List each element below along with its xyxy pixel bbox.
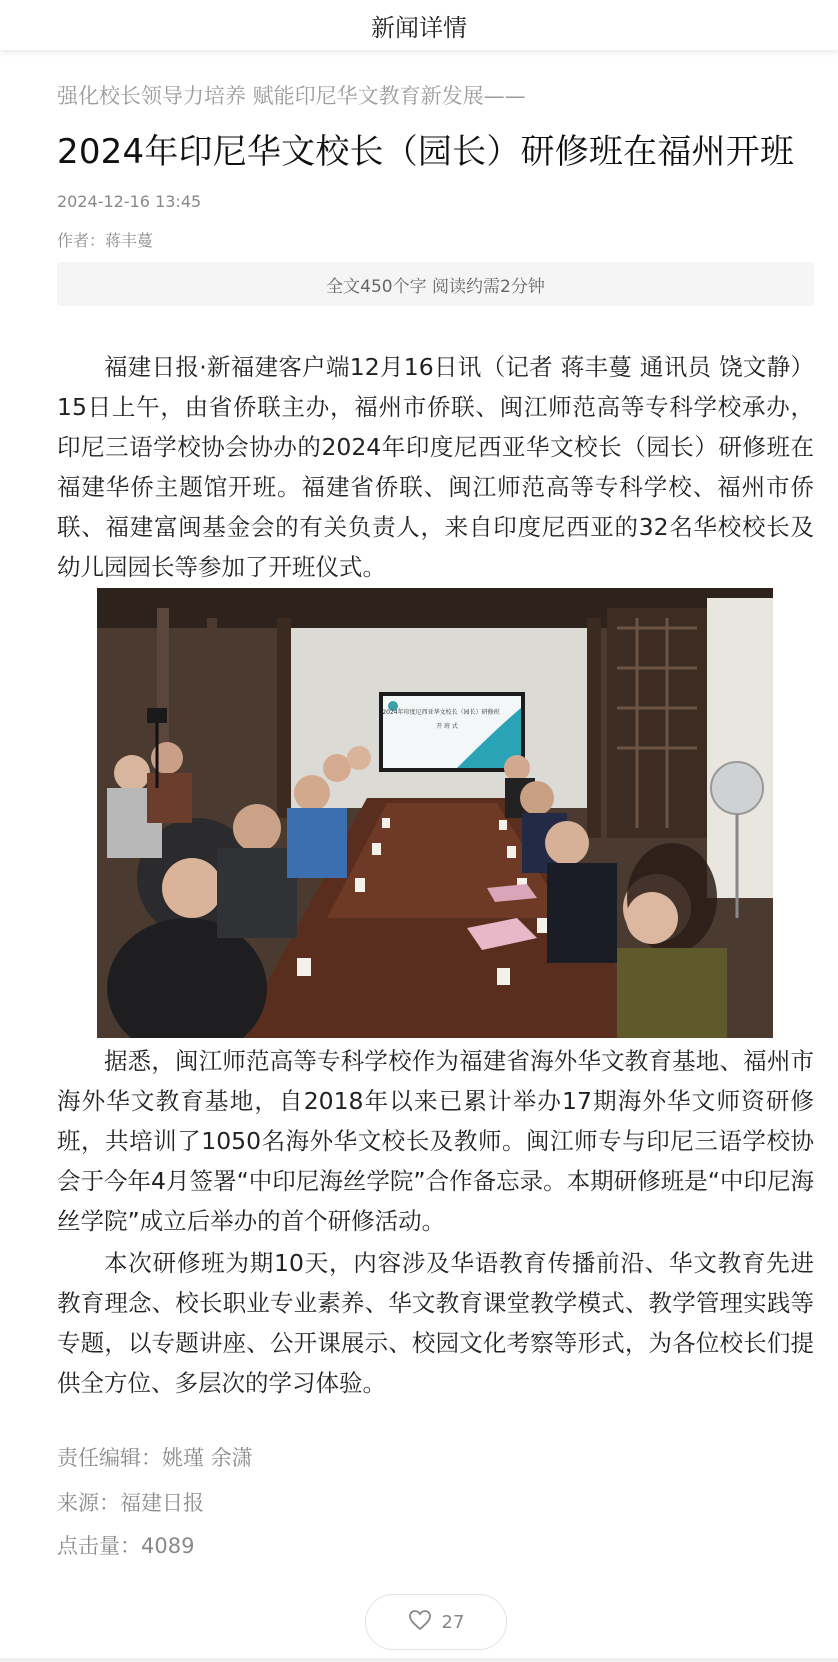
read-info-text: 全文450个字 阅读约需2分钟 bbox=[326, 276, 545, 297]
article-paragraph-2: 据悉，闽江师范高等专科学校作为福建省海外华文教育基地、福州市海外华文教育基地，自2018年以来已累计举办17期海外华文师资研修班，共培训了1050名海外华文校长及教师。闽江师专与印尼三语学校协会于今年4月签署“中印尼海丝学院”合作备忘录。本期研修班是“中印尼海丝学院”成立后举办的首个研修活动。 bbox=[57, 1047, 814, 1235]
like-button[interactable] bbox=[365, 1594, 507, 1650]
read-info-box bbox=[57, 262, 814, 306]
click-count: 点击量：4089 bbox=[57, 1534, 195, 1558]
responsible-editor: 责任编辑：姚瑾 余潇 bbox=[57, 1446, 253, 1470]
article-date: 2024-12-16 13:45 bbox=[57, 192, 202, 211]
top-bar bbox=[0, 0, 838, 50]
article-paragraph-1: 福建日报·新福建客户端12月16日讯（记者 蒋丰蔓 通讯员 饶文静）15日上午，由省侨联主办，福州市侨联、闽江师范高等专科学校承办，印尼三语学校协会协办的2024年印度尼西亚华文校长（园长）研修班在福建华侨主题馆开班。福建省侨联、闽江师范高等专科学校、福州市侨联、福建富闽基金会的有关负责人，来自印度尼西亚的32名华校校长及幼儿园园长等参加了开班仪式。 bbox=[57, 353, 814, 581]
page-header-title: 新闻详情 bbox=[371, 13, 467, 42]
heart-icon bbox=[408, 1609, 432, 1635]
article-subtitle: 强化校长领导力培养 赋能印尼华文教育新发展—— bbox=[57, 84, 526, 108]
article-author: 作者：蒋丰蔓 bbox=[57, 231, 154, 250]
article-title: 2024年印尼华文校长（园长）研修班在福州开班 bbox=[57, 132, 795, 172]
bottom-divider bbox=[0, 1658, 838, 1662]
like-count: 27 bbox=[441, 1611, 465, 1633]
screen-subtitle-text: 开 班 式 bbox=[436, 723, 458, 730]
news-source: 来源：福建日报 bbox=[57, 1491, 204, 1515]
article-paragraph-3: 本次研修班为期10天，内容涉及华语教育传播前沿、华文教育先进教育理念、校长职业专业素养、华文教育课堂教学模式、教学管理实践等专题，以专题讲座、公开课展示、校园文化考察等形式，为各位校长们提供全方位、多层次的学习体验。 bbox=[57, 1249, 814, 1397]
screen-title-text: 2024年印度尼西亚华文校长（园长）研修班 bbox=[382, 709, 500, 716]
article-photo[interactable] bbox=[97, 588, 773, 1038]
